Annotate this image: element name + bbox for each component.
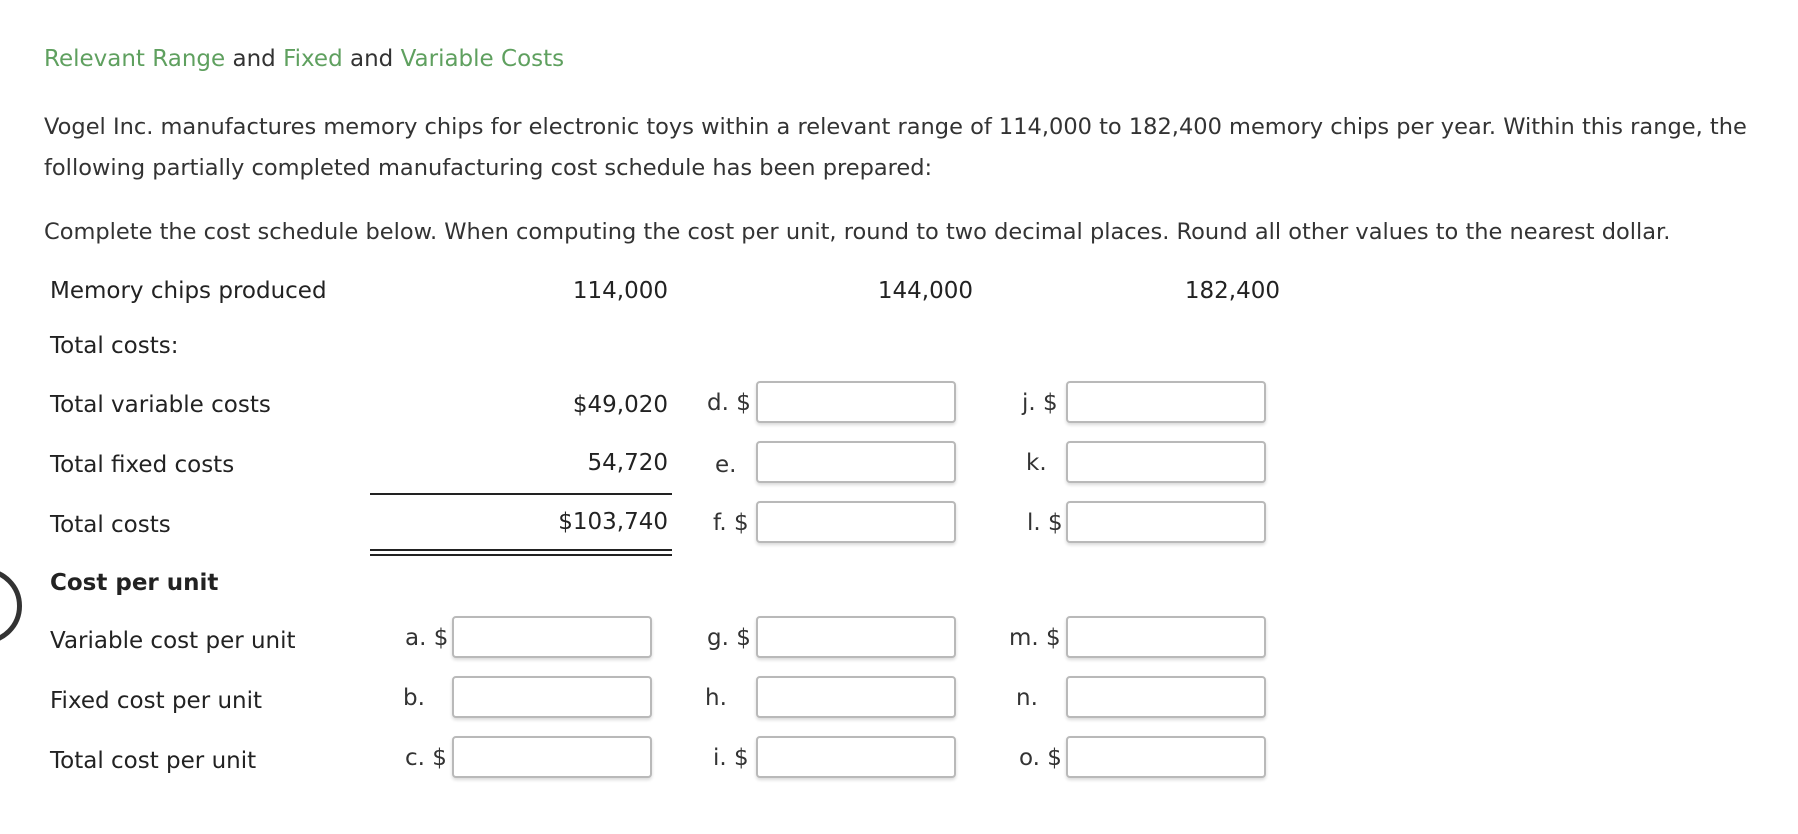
label-g: g. $ — [707, 625, 751, 651]
column-header-3: 182,400 — [1184, 278, 1280, 304]
answer-input-n[interactable] — [1066, 676, 1266, 718]
answer-input-d[interactable] — [756, 381, 956, 423]
label-k: k. — [1026, 450, 1047, 476]
total-fixed-costs-value: 54,720 — [587, 450, 668, 476]
label-h: h. — [705, 685, 727, 711]
label-e: e. — [715, 452, 737, 478]
total-costs-value: $103,740 — [558, 509, 668, 535]
glossary-link-fixed[interactable]: Fixed — [283, 46, 343, 72]
title-and-1: and — [232, 46, 276, 72]
glossary-link-relevant-range[interactable]: Relevant Range — [44, 46, 226, 72]
label-a: a. $ — [405, 625, 449, 651]
label-c: c. $ — [405, 745, 447, 771]
answer-input-e[interactable] — [756, 441, 956, 483]
column-header-1: 114,000 — [572, 278, 668, 304]
label-o: o. $ — [1019, 745, 1062, 771]
answer-input-h[interactable] — [756, 676, 956, 718]
total-double-rule-top — [370, 549, 672, 551]
fixed-cost-per-unit-label: Fixed cost per unit — [50, 688, 263, 714]
total-cost-per-unit-label: Total cost per unit — [50, 748, 257, 774]
answer-input-c[interactable] — [452, 736, 652, 778]
answer-input-m[interactable] — [1066, 616, 1266, 658]
total-double-rule-bottom — [370, 554, 672, 556]
partial-circle-decoration — [0, 568, 22, 644]
label-d: d. $ — [707, 390, 751, 416]
answer-input-j[interactable] — [1066, 381, 1266, 423]
memory-chips-produced-label: Memory chips produced — [50, 278, 327, 304]
column-header-2: 144,000 — [877, 278, 973, 304]
answer-input-f[interactable] — [756, 501, 956, 543]
answer-input-k[interactable] — [1066, 441, 1266, 483]
label-l: l. $ — [1027, 510, 1063, 536]
page-title — [44, 46, 564, 72]
total-variable-costs-value: $49,020 — [572, 392, 668, 418]
total-fixed-costs-label: Total fixed costs — [50, 452, 235, 478]
answer-input-a[interactable] — [452, 616, 652, 658]
answer-input-g[interactable] — [756, 616, 956, 658]
answer-input-l[interactable] — [1066, 501, 1266, 543]
label-f: f. $ — [713, 510, 749, 536]
variable-cost-per-unit-label: Variable cost per unit — [50, 628, 296, 654]
label-j: j. $ — [1022, 390, 1058, 416]
intro-paragraph: Vogel Inc. manufactures memory chips for electronic toys within a relevant range of 114,000 to 182,400 memory chips per year. Within this range, the following partially completed manufacturing cost schedule has been prepared: — [44, 114, 1747, 181]
answer-input-o[interactable] — [1066, 736, 1266, 778]
label-n: n. — [1016, 685, 1038, 711]
label-m: m. $ — [1009, 625, 1061, 651]
cost-per-unit-section-label: Cost per unit — [50, 570, 219, 596]
glossary-link-variable-costs[interactable]: Variable Costs — [400, 46, 565, 72]
total-variable-costs-label: Total variable costs — [50, 392, 271, 418]
subtotal-rule — [370, 493, 672, 495]
total-costs-section-label: Total costs: — [50, 333, 179, 359]
answer-input-b[interactable] — [452, 676, 652, 718]
label-i: i. $ — [713, 745, 749, 771]
label-b: b. — [403, 685, 425, 711]
total-costs-label: Total costs — [50, 512, 171, 538]
title-and-2: and — [349, 46, 394, 72]
answer-input-i[interactable] — [756, 736, 956, 778]
instruction-paragraph: Complete the cost schedule below. When computing the cost per unit, round to two decimal places. Round all other values to the nearest dollar. — [44, 219, 1671, 245]
